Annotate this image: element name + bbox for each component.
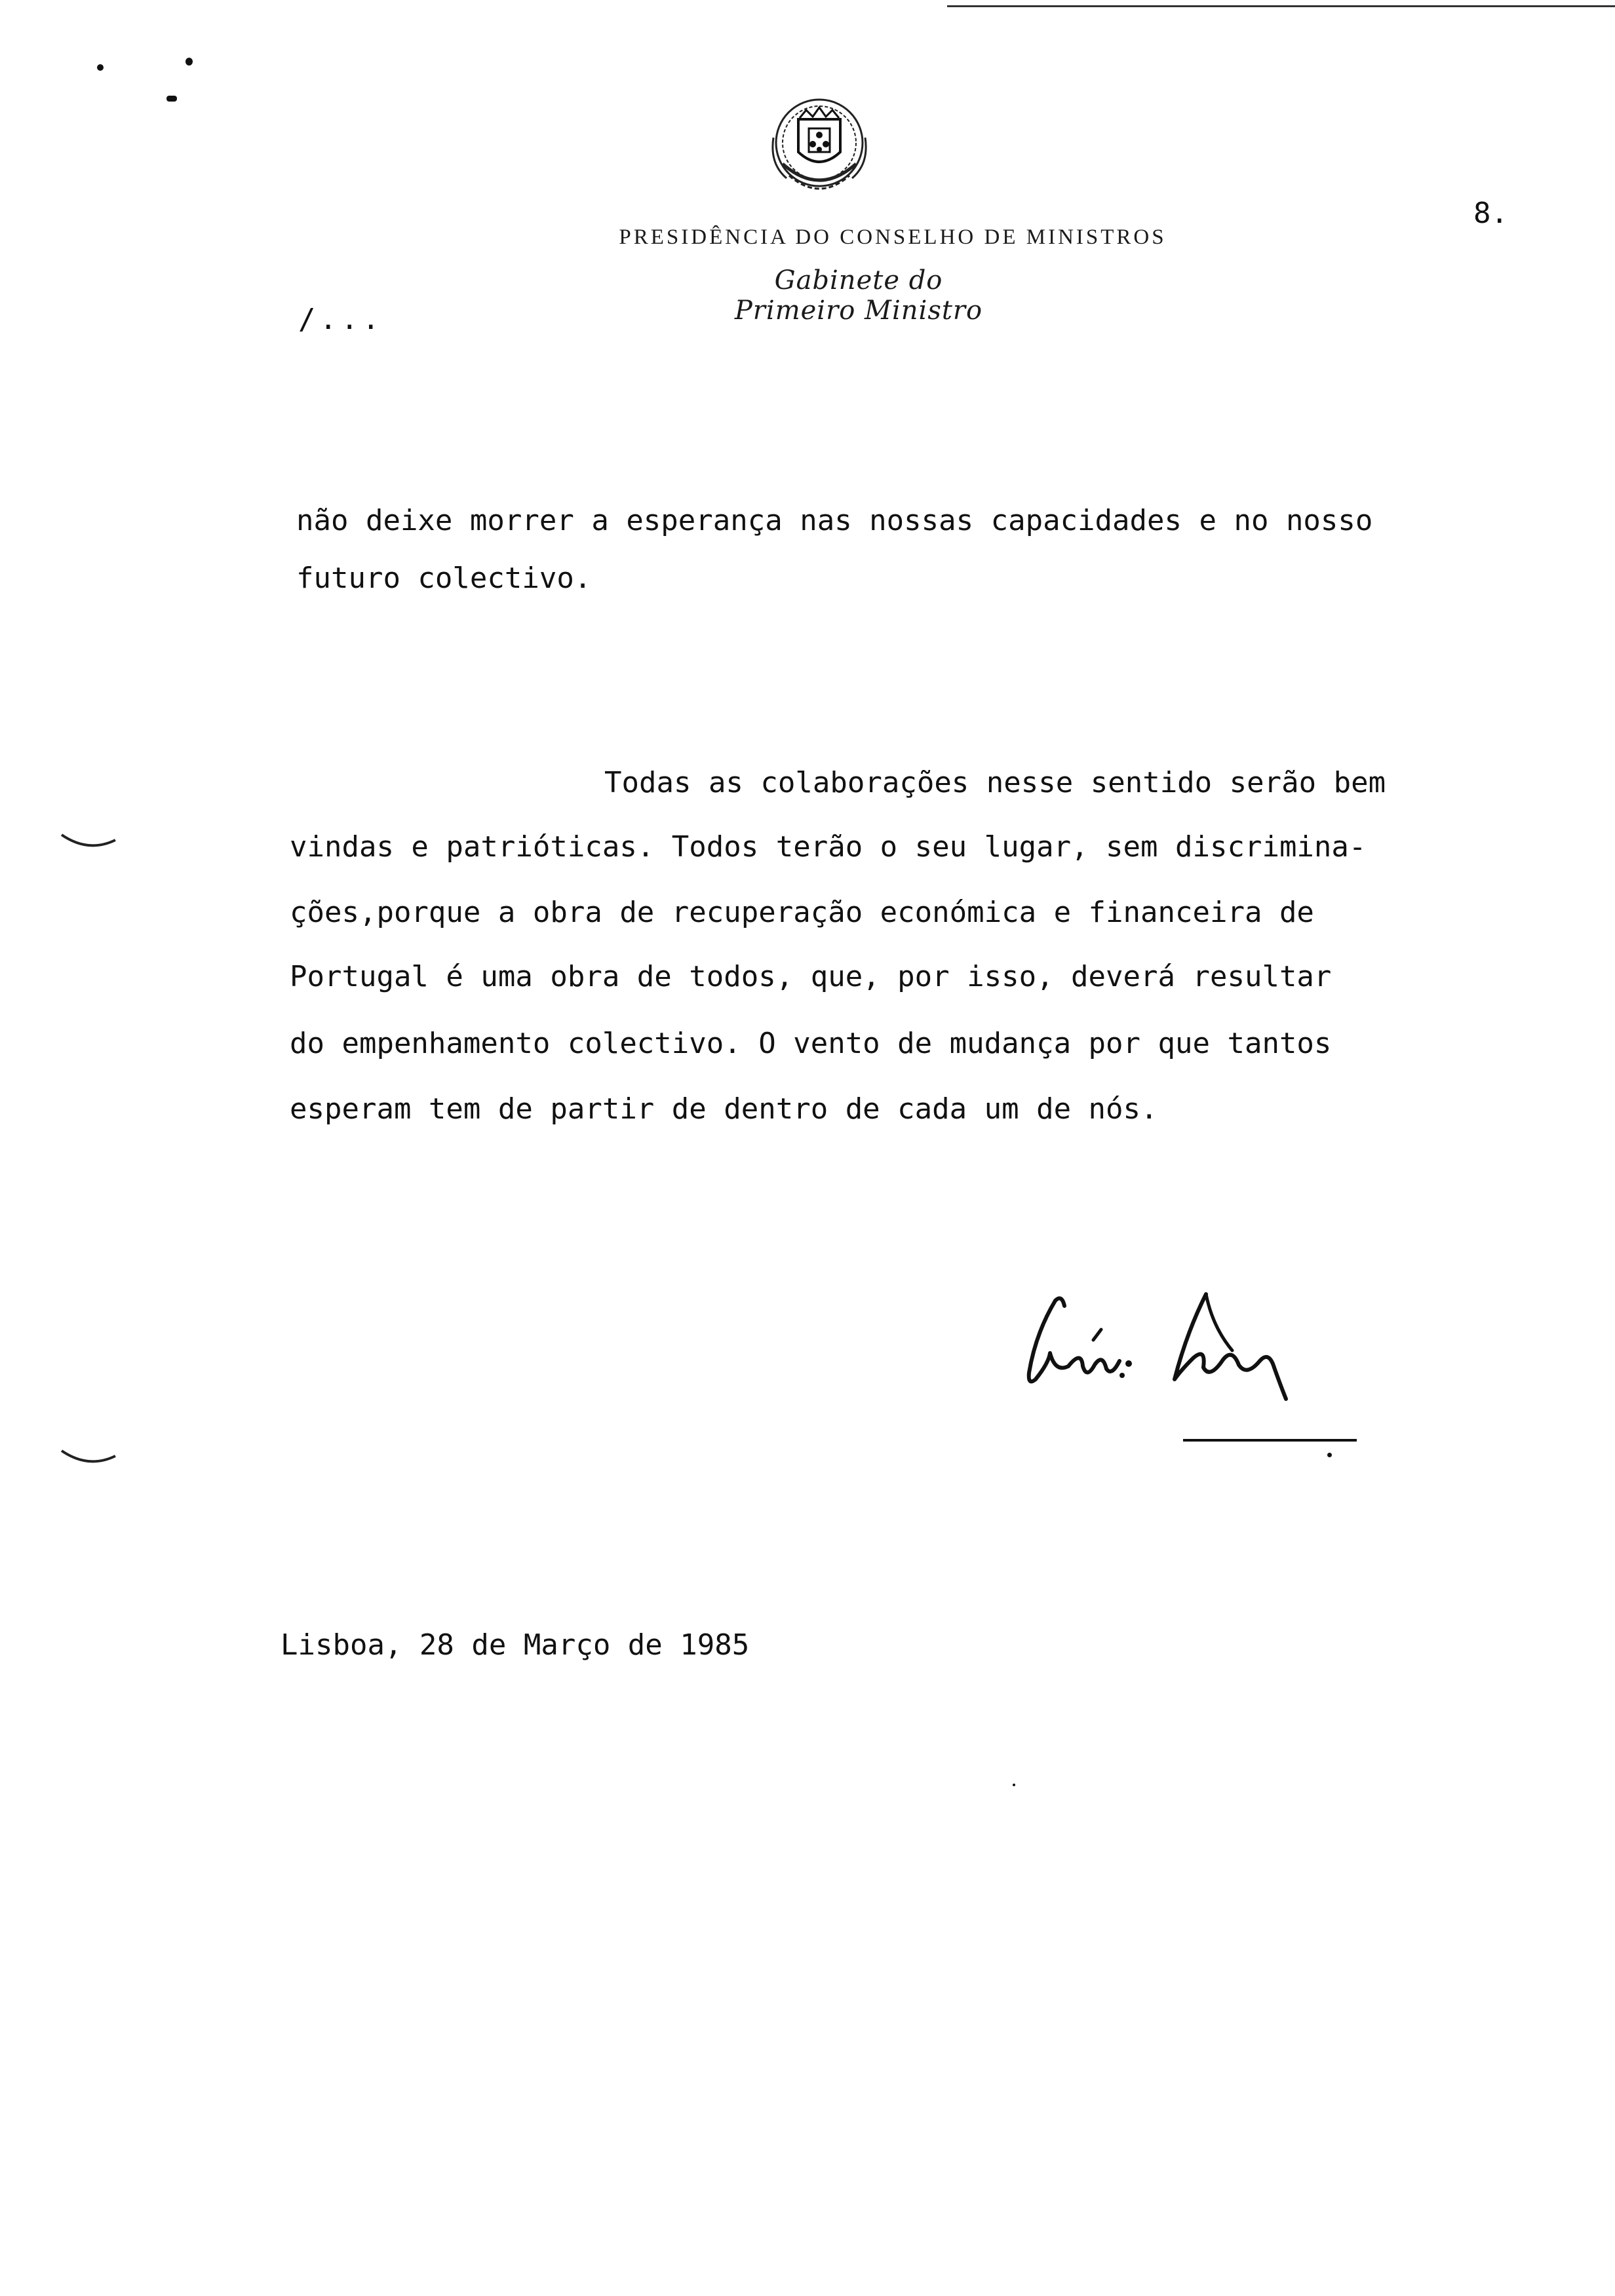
cabinet-subheading: Gabinete do Primeiro Ministro — [734, 265, 983, 326]
paragraph-line: ções,porque a obra de recuperação económica e financeira de — [290, 896, 1314, 929]
paragraph-line: não deixe morrer a esperança nas nossas capacidades e no nosso — [296, 504, 1373, 537]
paragraph-line: futuro colectivo. — [296, 562, 592, 595]
office-heading: PRESIDÊNCIA DO CONSELHO DE MINISTROS — [619, 225, 1167, 249]
place-and-date: Lisboa, 28 de Março de 1985 — [281, 1628, 750, 1662]
paragraph-line: Portugal é uma obra de todos, que, por isso, deverá resultar — [290, 960, 1332, 993]
signature-underline — [1183, 1439, 1357, 1442]
punch-hole-mark — [59, 831, 118, 857]
punch-hole-mark — [59, 1447, 118, 1473]
paragraph-line: esperam tem de partir de dentro de cada um de nós. — [290, 1092, 1158, 1126]
scan-speck — [166, 96, 177, 102]
signature-dot — [1327, 1453, 1332, 1457]
top-rule — [947, 5, 1615, 7]
paragraph-line: do empenhamento colectivo. O vento de mudança por que tantos — [290, 1027, 1332, 1060]
scan-speck — [1013, 1784, 1015, 1786]
page-number: 8. — [1473, 197, 1508, 230]
paragraph-line: vindas e patrióticas. Todos terão o seu lugar, sem discrimina- — [290, 830, 1367, 864]
scan-speck — [185, 58, 193, 66]
coat-of-arms-emblem — [760, 92, 878, 210]
paragraph-line: Todas as colaborações nesse sentido serão bem — [604, 766, 1386, 799]
scan-speck — [97, 64, 104, 71]
continuation-mark: /... — [298, 303, 383, 336]
handwritten-signature — [1009, 1288, 1350, 1425]
